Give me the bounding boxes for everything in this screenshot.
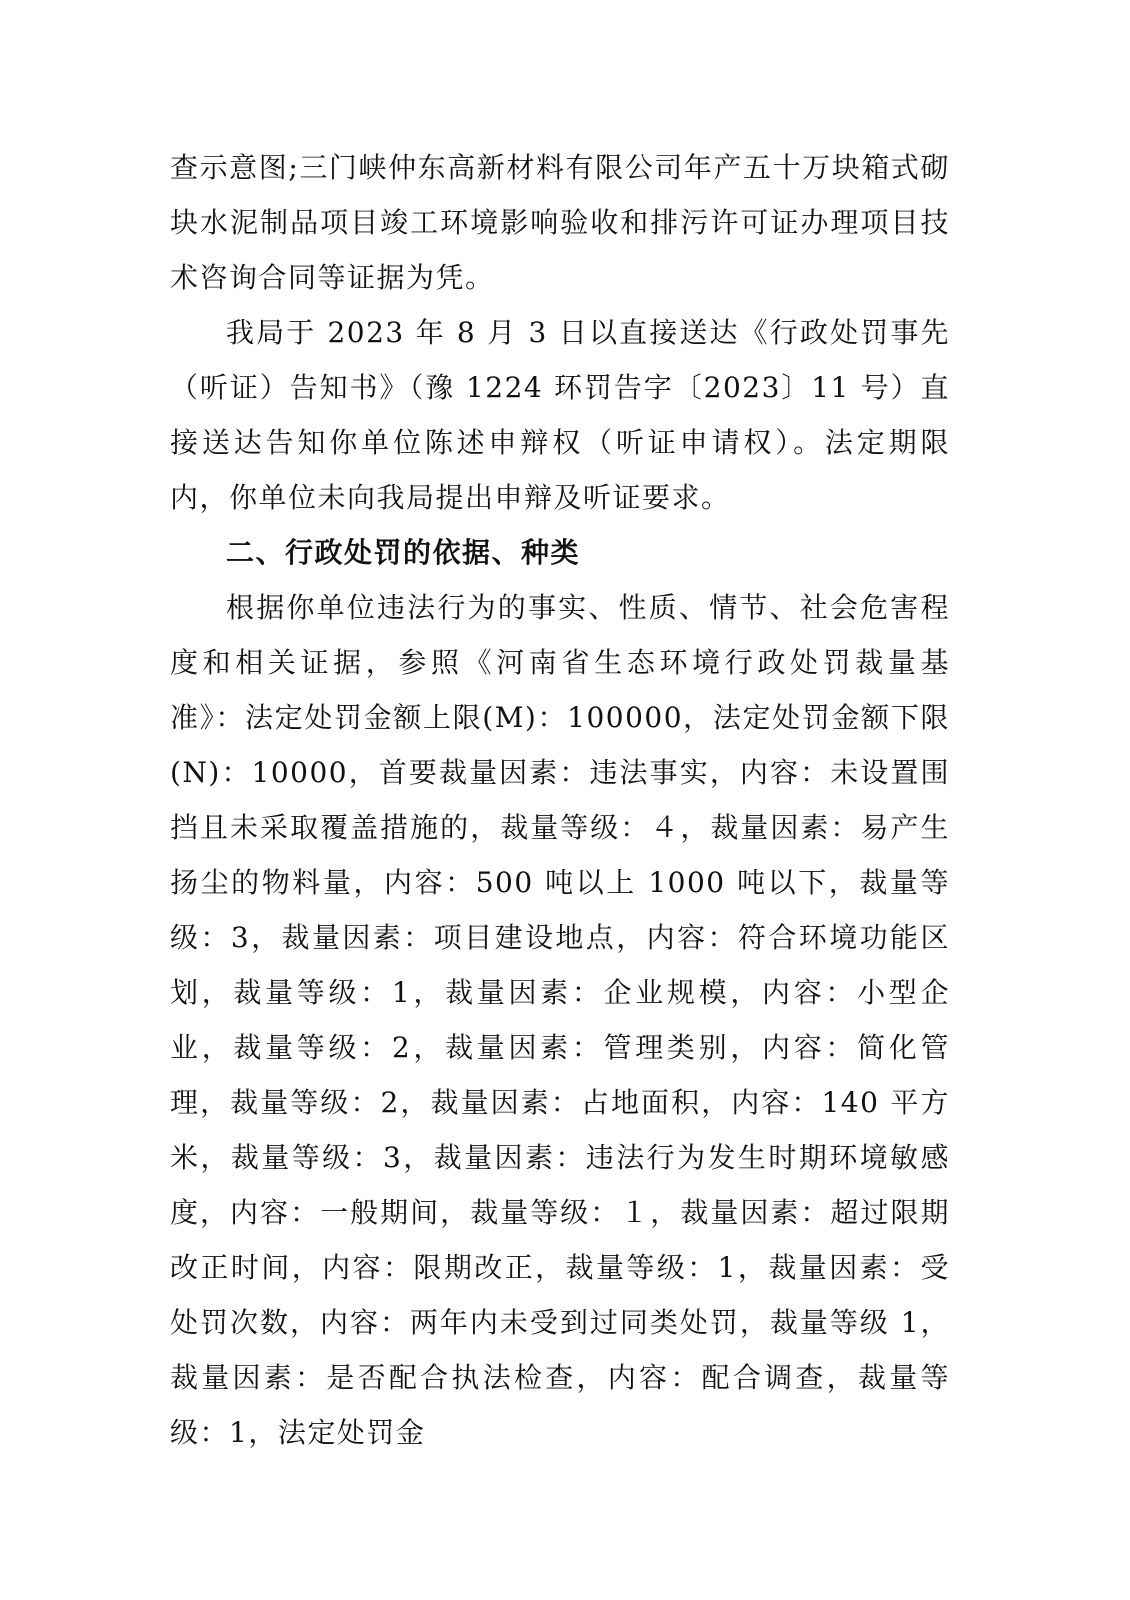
document-page — [170, 140, 950, 1460]
paragraph-discretion-basis: 根据你单位违法行为的事实、性质、情节、社会危害程度和相关证据，参照《河南省生态环境行政处罚裁量基准》：法定处罚金额上限(M)：100000，法定处罚金额下限(N)：10000，首要裁量因素：违法事实，内容：未设置围挡且未采取覆盖措施的，裁量等级：４，裁量因素：易产生扬尘的物料量，内容：500 吨以上 1000 吨以下，裁量等级：3，裁量因素：项目建设地点，内容：符合环境功能区划，裁量等级：1，裁量因素：企业规模，内容：小型企业，裁量等级：2，裁量因素：管理类别，内容：简化管理，裁量等级：2，裁量因素：占地面积，内容：140 平方米，裁量等级：3，裁量因素：违法行为发生时期环境敏感度，内容：一般期间，裁量等级：１，裁量因素：超过限期改正时间，内容：限期改正，裁量等级：1，裁量因素：受处罚次数，内容：两年内未受到过同类处罚，裁量等级 1，裁量因素：是否配合执法检查，内容：配合调查，裁量等级：1，法定处罚金 — [170, 591, 950, 1449]
paragraph-hearing-notice: 我局于 2023 年 8 月 3 日以直接送达《行政处罚事先（听证）告知书》（豫 1224 环罚告字〔2023〕11 号）直接送达告知你单位陈述申辩权（听证申请权）。法定期限内，你单位未向我局提出申辩及听证要求。 — [170, 316, 950, 514]
section-heading-penalty-basis: 二、行政处罚的依据、种类 — [226, 536, 581, 569]
paragraph-evidence-continued: 查示意图;三门峡仲东高新材料有限公司年产五十万块箱式砌块水泥制品项目竣工环境影响验收和排污许可证办理项目技术咨询合同等证据为凭。 — [170, 151, 950, 294]
